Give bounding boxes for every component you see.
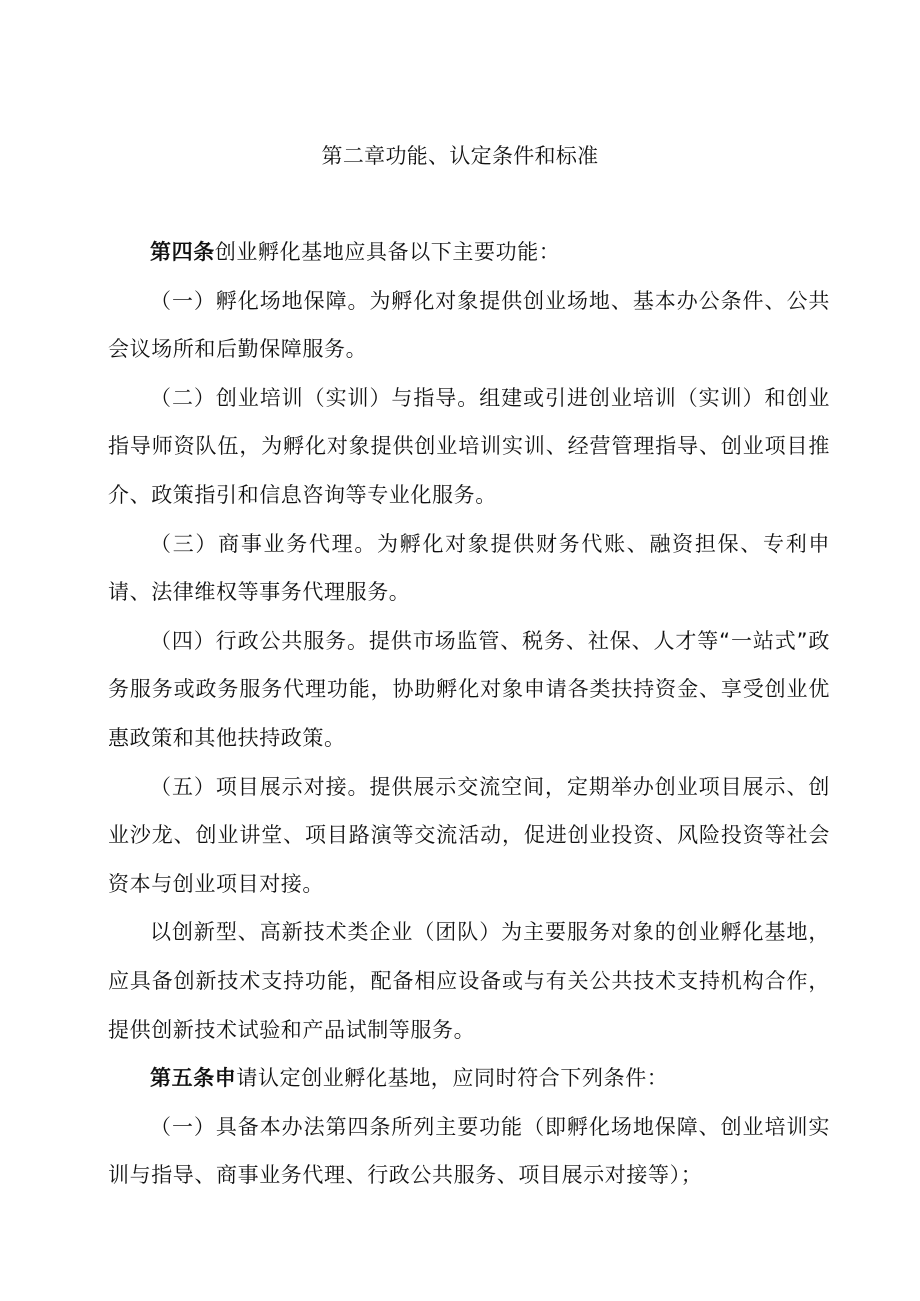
article-4-heading [108,228,830,277]
article-4-item-1: （一）孵化场地保障。为孵化对象提供创业场地、基本办公条件、公共会议场所和后勤保障服务。 [108,288,830,362]
article-5-item-1: （一）具备本办法第四条所列主要功能（即孵化场地保障、创业培训实训与指导、商事业务代理、行政公共服务、项目展示对接等）； [108,1114,830,1188]
article-4-item-4: （四）行政公共服务。提供市场监管、税务、社保、人才等“一站式”政务服务或政务服务代理功能，协助孵化对象申请各类扶持资金、享受创业优惠政策和其他扶持政策。 [108,628,830,750]
article-4-item-2: （二）创业培训（实训）与指导。组建或引进创业培训（实训）和创业指导师资队伍，为孵化对象提供创业培训实训、经营管理指导、创业项目推介、政策指引和信息咨询等专业化服务。 [108,385,830,507]
article-5-intro: 请认定创业孵化基地，应同时符合下列条件： [236,1066,669,1091]
article-5-heading [108,1054,830,1103]
document-body [108,228,830,1200]
chapter-title: 第二章功能、认定条件和标准 [321,144,599,168]
article-4-label: 第四条 [150,240,215,264]
article-4-intro: 创业孵化基地应具备以下主要功能： [214,240,561,264]
article-4-innovation-paragraph: 以创新型、高新技术类企业（团队）为主要服务对象的创业孵化基地，应具备创新技术支持功能，配备相应设备或与有关公共技术支持机构合作，提供创新技术试验和产品试制等服务。 [108,920,830,1042]
article-5-label: 第五条申 [150,1066,237,1091]
article-4-item-3: （三）商事业务代理。为孵化对象提供财务代账、融资担保、专利申请、法律维权等事务代理服务。 [108,531,830,605]
article-4-item-5: （五）项目展示对接。提供展示交流空间，定期举办创业项目展示、创业沙龙、创业讲堂、项目路演等交流活动，促进创业投资、风险投资等社会资本与创业项目对接。 [108,774,830,896]
